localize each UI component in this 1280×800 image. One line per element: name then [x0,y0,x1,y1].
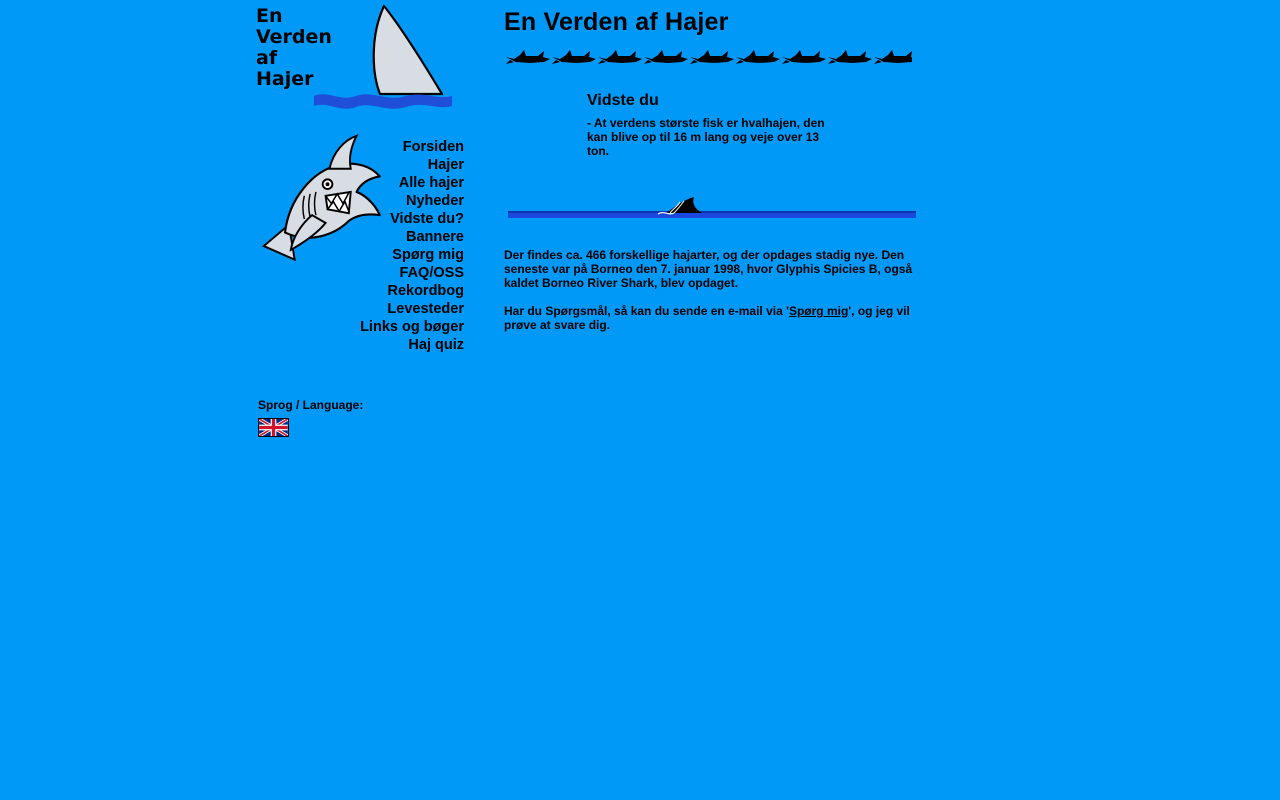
language-switcher [256,398,466,437]
logo-line-1: En [256,5,283,27]
site-logo[interactable] [256,0,466,112]
nav-item-hajer[interactable]: Hajer [427,157,464,173]
nav-item-bannere[interactable]: Bannere [405,229,464,245]
did-you-know-title: Vidste du [587,92,659,109]
nav-item-alle-hajer[interactable]: Alle hajer [398,175,464,191]
nav-item-haj-quiz[interactable]: Haj quiz [408,337,464,353]
uk-flag-icon[interactable] [258,418,289,437]
spoerg-mig-link[interactable]: Spørg mig [788,304,849,318]
page-title: En Verden af Hajer [504,8,729,36]
contact-paragraph [504,304,924,332]
did-you-know-box [587,92,847,158]
main-body-text [504,248,924,346]
shark-fin-icon [314,2,454,110]
nav-item-nyheder[interactable]: Nyheder [405,193,464,209]
nav-item-spoerg-mig[interactable]: Spørg mig [392,247,464,263]
left-column [256,0,466,412]
nav-item-vidste-du[interactable]: Vidste du? [390,211,464,227]
nav-item-links-og-boeger[interactable]: Links og bøger [360,319,464,335]
shark-row-divider-icon [504,47,912,65]
wave-with-fin-divider-icon [508,196,916,226]
main-navigation [256,138,464,354]
nav-item-levesteder[interactable]: Levesteder [387,301,464,317]
contact-text-pre: Har du Spørgsmål, så kan du sende en e-mail via ' [504,304,789,318]
logo-line-4: Hajer [256,68,314,90]
intro-paragraph: Der findes ca. 466 forskellige hajarter, og der opdages stadig nye. Den seneste var på Borneo den 7. januar 1998, hvor Glyphis Spicies B, også kaldet Borneo River Shark, blev opdaget. [504,248,913,290]
main-column [504,0,1204,332]
nav-item-rekordbog[interactable]: Rekordbog [387,283,464,299]
contact-text-post: ', og jeg vil prøve at svare dig. [504,304,910,332]
nav-item-forsiden[interactable]: Forsiden [402,139,464,155]
logo-line-3: af [256,47,278,69]
nav-item-faq-oss[interactable]: FAQ/OSS [399,265,464,281]
logo-line-2: Verden [256,26,332,48]
did-you-know-text: - At verdens største fisk er hvalhajen, den kan blive op til 16 m lang og veje over 13 ton. [587,116,825,158]
language-label: Sprog / Language: [258,398,364,412]
